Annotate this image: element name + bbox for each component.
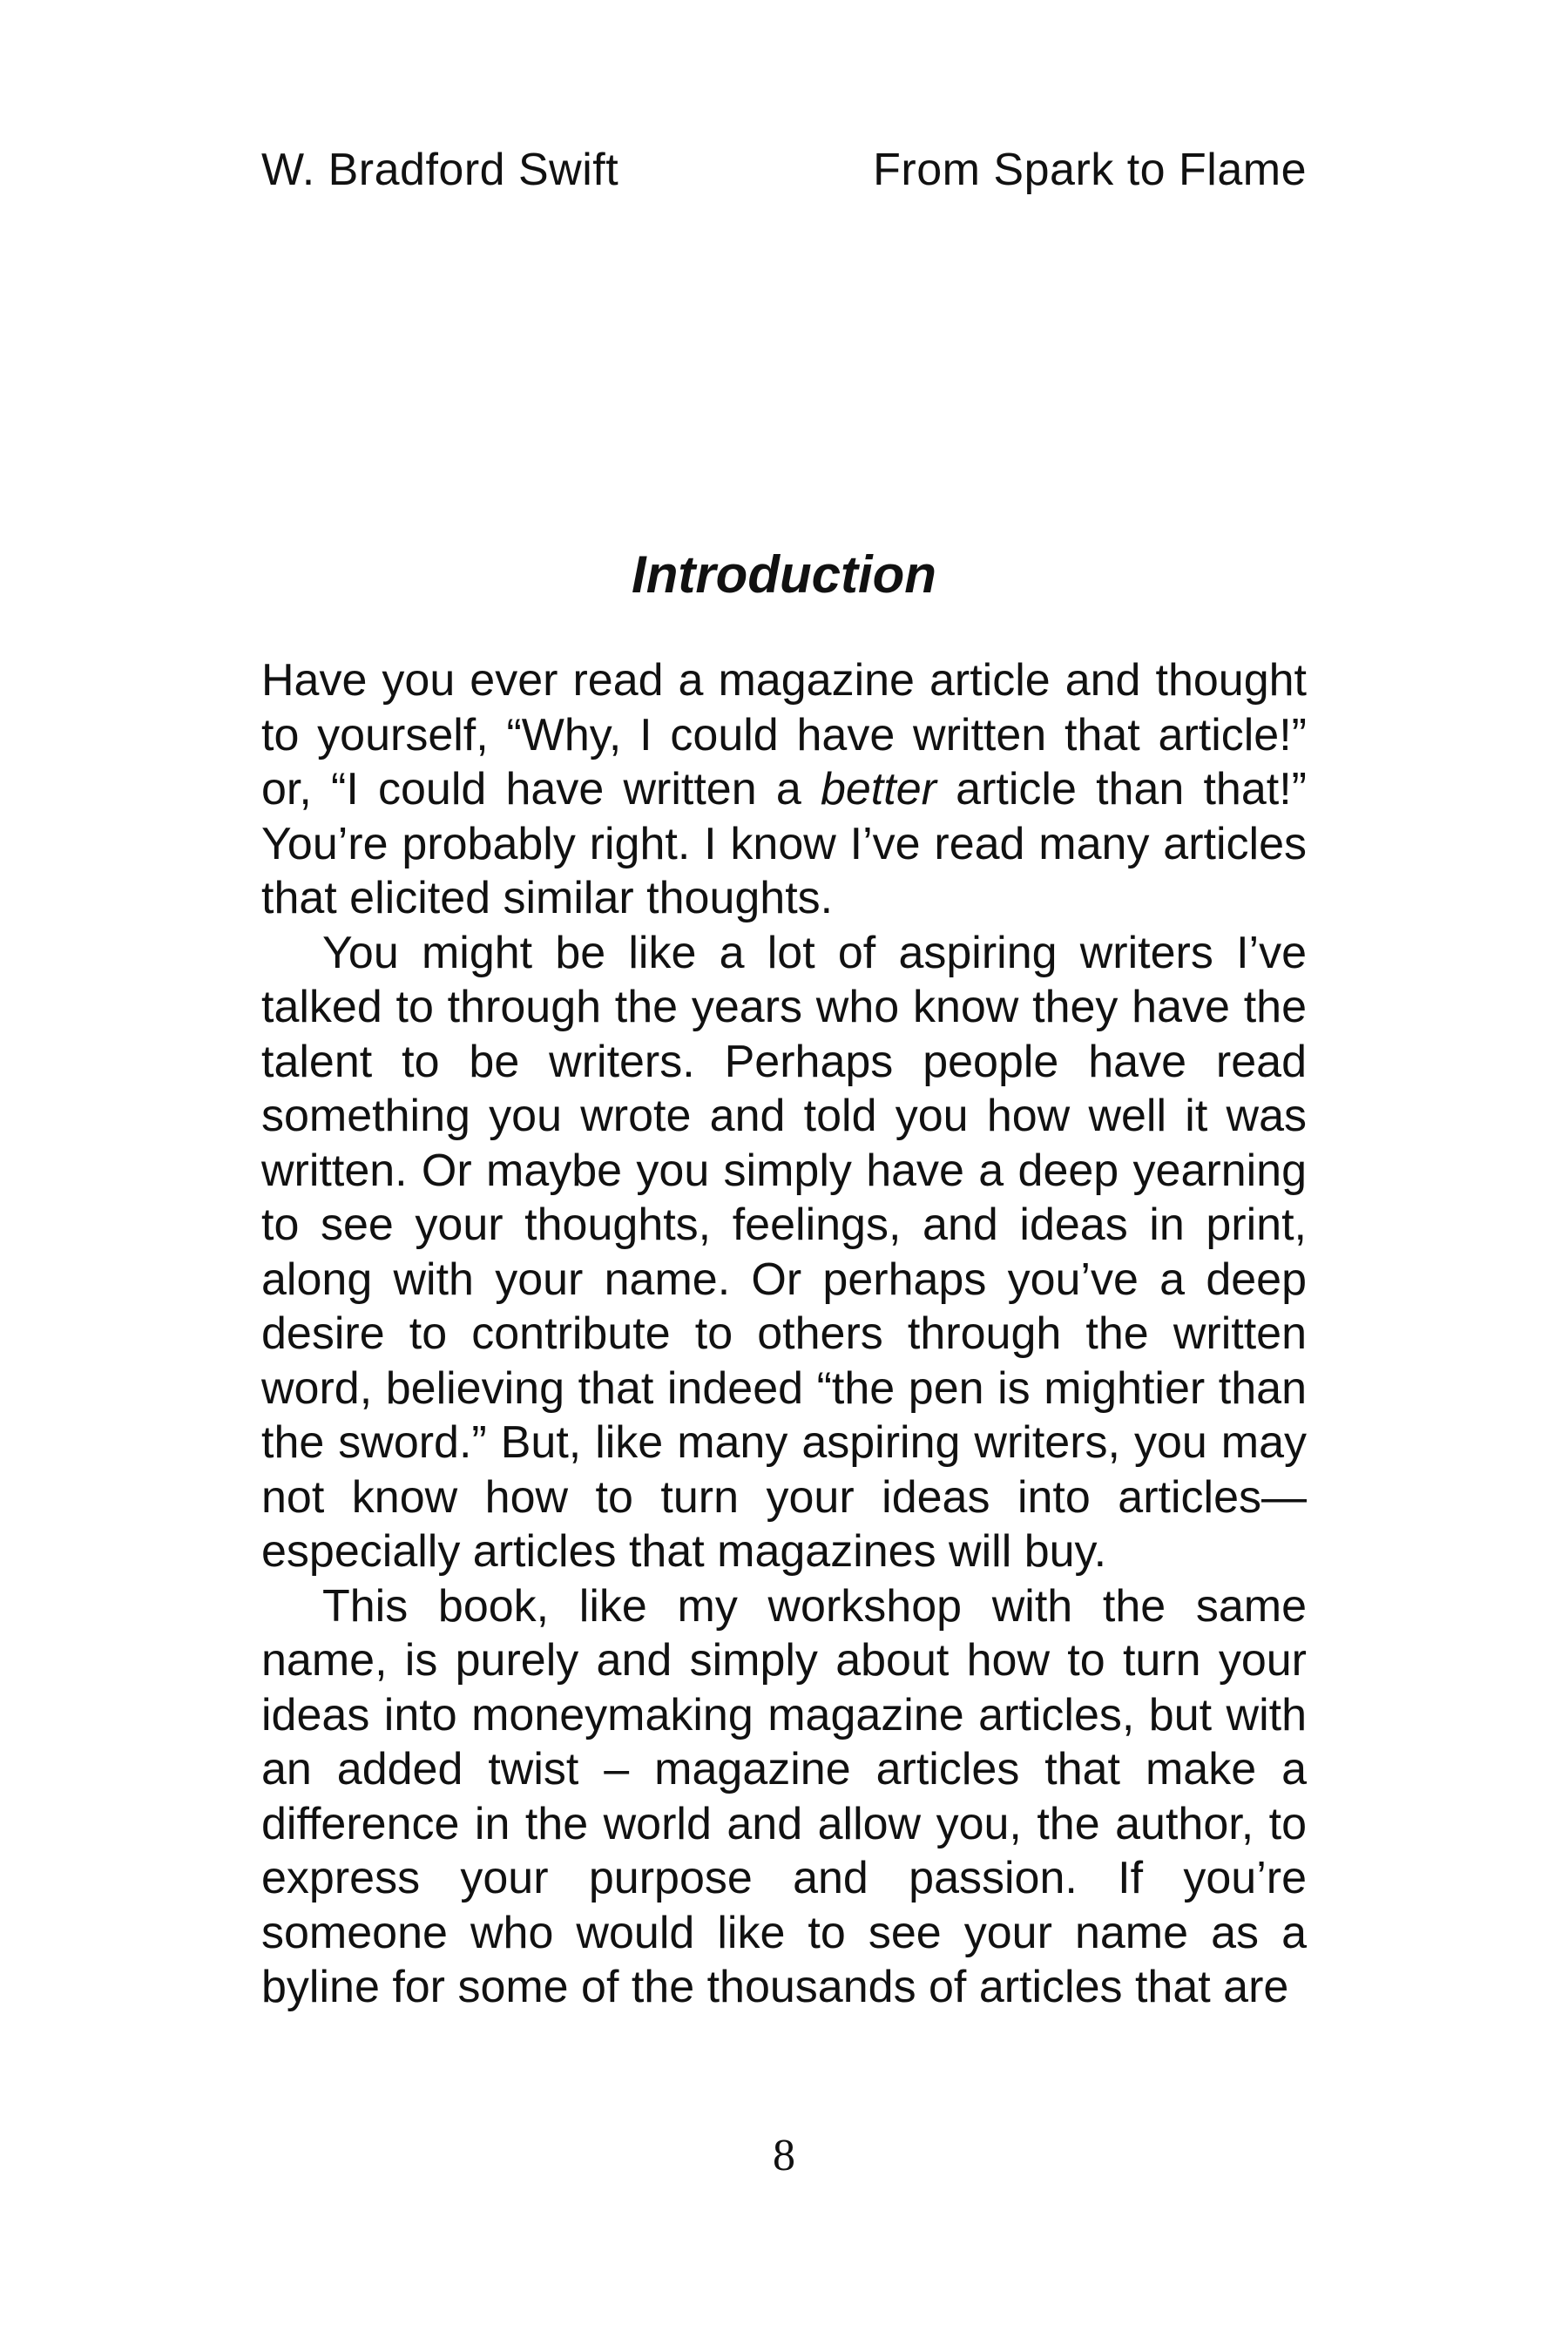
paragraph-1-text-before: Have you ever read a magazine article and thought to yourself, “Why, I could have written that article!” or, “I could have written a — [261, 655, 1307, 814]
page-number: 8 — [773, 2131, 795, 2180]
paragraph-1 — [261, 653, 1307, 926]
paragraph-1-text-after: article than that!” You’re probably right. I know I’ve read many articles that elicited similar thoughts. — [261, 764, 1307, 923]
running-header — [261, 139, 1307, 200]
paragraph-3: This book, like my workshop with the same name, is purely and simply about how to turn your ideas into moneymaking magazine articles, but with an added twist – magazine articles that make a difference in the world and allow you, the author, to express your purpose and passion. If you’re someone who would like to see your name as a byline for some of the thousands of articles that are — [261, 1580, 1307, 2012]
chapter-title: Introduction — [632, 545, 936, 604]
header-book-title: From Spark to Flame — [873, 145, 1307, 195]
paragraph-1-emphasis: better — [820, 764, 936, 814]
paragraph-2: You might be like a lot of aspiring writers I’ve talked to through the years who know they have the talent to be writers. Perhaps people have read something you wrote and told you how well it was written. Or maybe you simply have a deep yearning to see your thoughts, feelings, and ideas in print, along with your name. Or perhaps you’ve a deep desire to contribute to others through the written word, believing that indeed “the pen is mightier than the sword.” But, like many aspiring writers, you may not know how to turn your ideas into articles— especially articles that magazines will buy. — [261, 927, 1307, 1577]
header-author: W. Bradford Swift — [261, 145, 619, 195]
body-text — [261, 653, 1307, 2015]
